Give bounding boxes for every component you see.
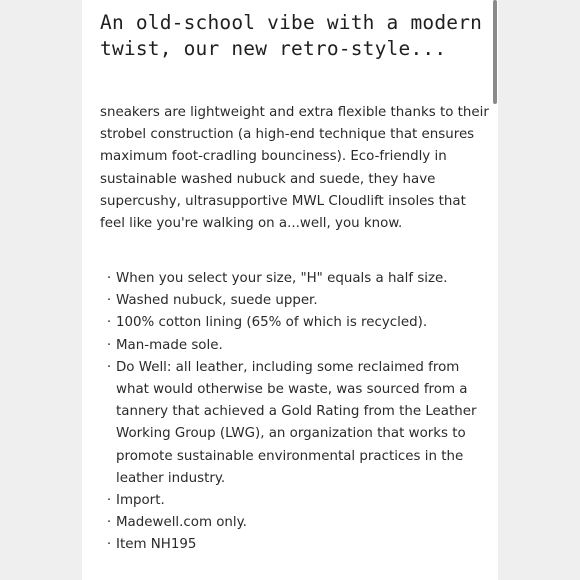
bullet-icon: · (106, 293, 112, 309)
product-description: sneakers are lightweight and extra flexible thanks to their strobel construction (a high-end technique that ensures maximum foot-cradling bounciness). Eco-friendly in sustainable washed nubuck and suede, they have supercushy, ultrasupportive MWL Cloudlift insoles that feel like you're walking on a...well, you know. (100, 105, 489, 232)
feature-text: Import. (116, 493, 165, 509)
bullet-icon: · (106, 337, 112, 353)
bullet-icon: · (106, 537, 112, 553)
scrollbar-thumb[interactable] (493, 0, 497, 104)
bullet-icon: · (106, 493, 112, 509)
feature-item-size (102, 268, 494, 290)
feature-text: 100% cotton lining (65% of which is recycled). (116, 315, 428, 331)
bullet-icon: · (106, 515, 112, 531)
feature-item-upper (102, 290, 494, 312)
product-headline: An old-school vibe with a modern twist, our new retro-style... (100, 11, 483, 60)
feature-item-sole (102, 335, 494, 357)
feature-text: Item NH195 (116, 537, 197, 553)
feature-text: Do Well: all leather, including some reclaimed from what would otherwise be waste, was sourced from a tannery that achieved a Gold Rating from the Leather Working Group (LWG), an organization that works to promote sustainable environmental practices in the leather industry. (116, 359, 477, 486)
feature-list (102, 268, 494, 557)
feature-item-import (102, 490, 494, 512)
feature-item-do-well (102, 357, 494, 490)
feature-text: When you select your size, "H" equals a half size. (116, 271, 448, 286)
feature-item-lining (102, 312, 494, 334)
feature-item-number (102, 534, 494, 556)
feature-text: Washed nubuck, suede upper. (116, 293, 318, 309)
bullet-icon: · (106, 359, 112, 375)
bullet-icon: · (106, 315, 112, 331)
product-description-panel (82, 0, 498, 580)
bullet-icon: · (106, 271, 112, 286)
feature-item-exclusive (102, 512, 494, 534)
feature-text: Man-made sole. (116, 337, 223, 353)
feature-text: Madewell.com only. (116, 515, 247, 531)
